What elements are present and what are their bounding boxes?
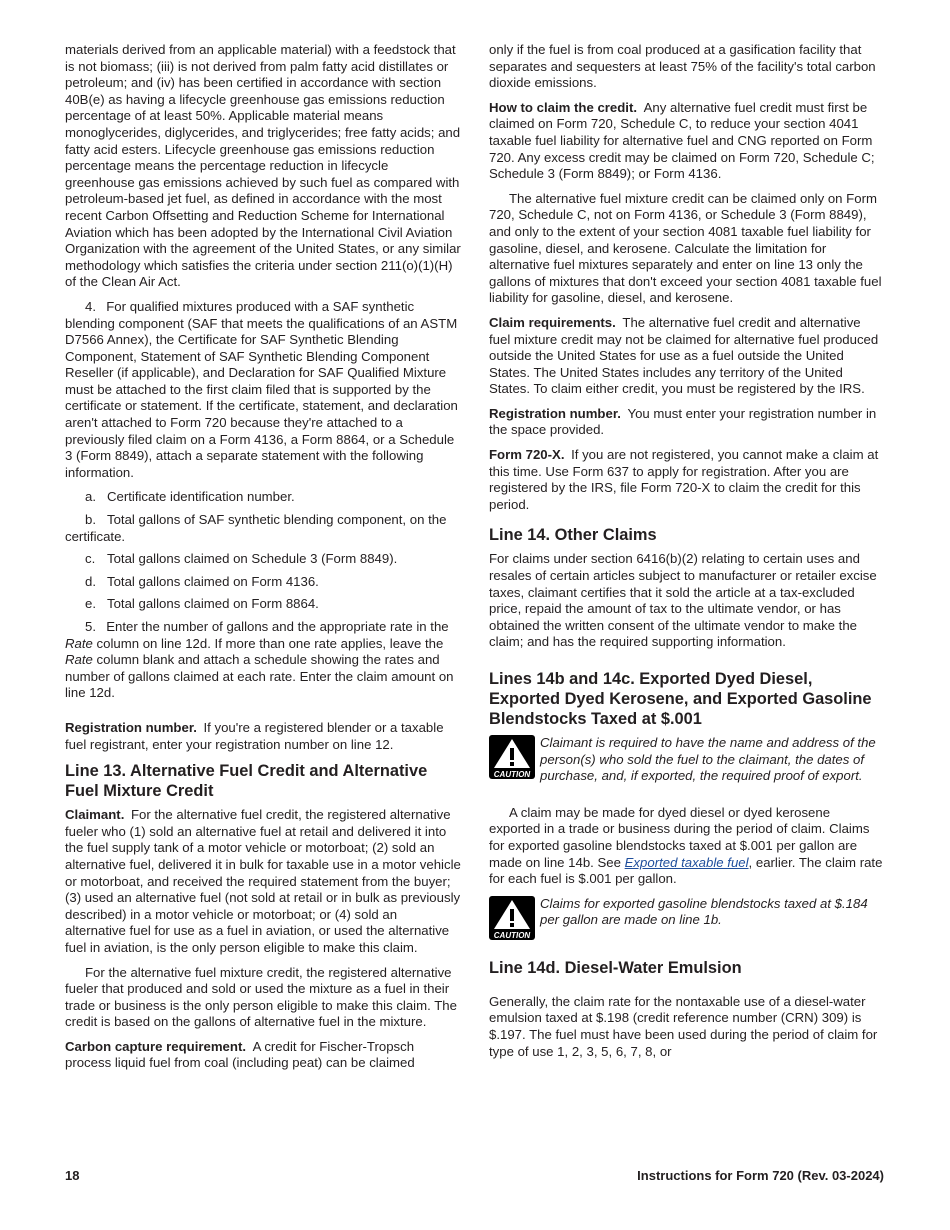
claim-requirements-paragraph: Claim requirements. The alternative fuel credit and alternative fuel mixture credit may not be claimed for alternative fuel produced outside the United States for use as a fuel outside the United States. The United States includes any territory of the United States. To claim either credit, you must be registered by the IRS. — [489, 314, 879, 397]
how-to-claim-paragraph: How to claim the credit. Any alternative fuel credit must first be claimed on Form 720, Schedule C, to reduce your section 4041 taxable fuel liability for alternative fuel and CNG reported on Form 720. Any excess credit may be claimed on Form 720, Schedule C; Schedule 3 (Form 8849); or Form 4136. — [489, 99, 875, 182]
line-13-heading: Line 13. Alternative Fuel Credit and Alternative Fuel Mixture Credit — [65, 762, 428, 801]
line-14d-paragraph: Generally, the claim rate for the nontaxable use of a diesel-water emulsion taxed at $.198 (credit reference number (CRN) 309) is $.197. The fuel must have been used during the period of claim for type of use 1, 2, 3, 5, 6, 7, 8, or — [489, 993, 878, 1059]
line-14-heading: Line 14. Other Claims — [489, 526, 657, 545]
registration-number-paragraph: Registration number. If you're a registered blender or a taxable fuel registrant, enter your registration number on line 12. — [65, 719, 444, 752]
mixture-credit-claim-paragraph: The alternative fuel mixture credit can be claimed only on Form 720, Schedule C, not on Form 4136, or Schedule 3 (Form 8849), and only to the extent of your section 4081 taxable fuel liability for gasoline, diesel, and kerosene. Calculate the limitation for alternative fuel mixtures separately and enter on line 13 only the gallons of mixtures that don't exceed your section 4081 taxable fuel liability for gasoline, diesel, and kerosene. — [489, 190, 882, 306]
caution-icon — [489, 735, 535, 779]
item-4-paragraph: 4. For qualified mixtures produced with a SAF synthetic blending component (SAF that meets the qualifications of an ASTM D7566 Annex), the Certificate for SAF Synthetic Blending Component, Statement of SAF Synthetic Blending Component Reseller (if applicable), and Declaration for SAF Qualified Mixture must be attached to the first claim filed that is supported by the certificate or statement. If the certificate, statement, and declaration aren't attached to Form 720 because they're attached to a previously filed claim on a Form 4136, a Form 8864, or a Schedule 3 (Form 8849), attach a separate statement with the following information. — [65, 298, 458, 480]
sublist-item-d: d. Total gallons claimed on Form 4136. — [85, 573, 319, 589]
caution-icon — [489, 896, 535, 940]
claimant-paragraph: Claimant. For the alternative fuel credit, the registered alternative fueler who (1) sold an alternative fuel at retail and delivered it into the fuel supply tank of a motor vehicle or motorboat; (2) sold an alternative fuel, delivered it in bulk for taxable use in a motor vehicle or motorboat, and received the required statement from the buyer; (3) used an alternative fuel (not sold at retail or in bulk as previously described) in a motor vehicle or motorboat; or (4) sold an alternative fuel for use as a fuel in aviation, or used the alternative fuel in aviation, is the only person eligible to make this claim. — [65, 807, 461, 955]
caution-note-2: CAUTION Claims for exported gasoline blendstocks taxed at $.184 per gallon are made on line 1b. — [489, 896, 885, 940]
line-14d-heading: Line 14d. Diesel-Water Emulsion — [489, 958, 742, 977]
sublist-item-b: b. Total gallons of SAF synthetic blending component, on the certificate. — [65, 512, 447, 544]
footer-title: Instructions for Form 720 (Rev. 03-2024) — [637, 1168, 884, 1183]
caution-note-1: CAUTION Claimant is required to have the name and address of the person(s) who sold the fuel to the claimant, the dates of purchase, and, if exported, the required proof of export. — [489, 735, 885, 785]
page-number: 18 — [65, 1168, 80, 1183]
gasification-paragraph: only if the fuel is from coal produced at a gasification facility that separates and sequesters at least 75% of the facility's total carbon dioxide emissions. — [489, 42, 876, 91]
sublist-item-a: a. Certificate identification number. — [85, 489, 295, 505]
sublist-item-c: c. Total gallons claimed on Schedule 3 (Form 8849). — [85, 551, 398, 567]
saf-definition-paragraph: materials derived from an applicable material) with a feedstock that is not biomass; (iii) is not derived from palm fatty acid distillates or petroleum; and (iv) has been certified in accordance with section 40B(e) as having a lifecycle greenhouse gas emissions reduction percentage of at least 50%. Applicable material means monoglycerides, diglycerides, and triglycerides; free fatty acids; and fatty acid esters. Lifecycle greenhouse gas emissions reduction percentage means the percentage reduction in lifecycle greenhouse gas emissions achieved by such fuel as compared with petroleum-based jet fuel, as defined in accordance with the most recent Carbon Offsetting and Reduction Scheme for International Aviation which has been adopted by the International Civil Aviation Organization with the agreement of the United States, or any similar methodology which satisfies the criteria under section 211(o)(1)(H) of the Clean Air Act. — [65, 42, 461, 290]
right-column — [489, 42, 885, 1068]
item-5-paragraph: 5. Enter the number of gallons and the appropriate rate in the Rate column on line 12d. If more than one rate applies, leave the Rate column blank and attach a schedule showing the rates and number of gallons claimed at each rate. Enter the claim amount on line 12d. — [65, 619, 454, 701]
line-14bc-heading: Lines 14b and 14c. Exported Dyed Diesel, Exported Dyed Kerosene, and Exported Gasoline Blendstocks Taxed at $.001 — [489, 670, 872, 728]
sublist-item-e: e. Total gallons claimed on Form 8864. — [85, 596, 319, 612]
svg-text:CAUTION: CAUTION — [493, 930, 531, 940]
form-720x-paragraph: Form 720-X. If you are not registered, you cannot make a claim at this time. Use Form 637 to apply for registration. After you are registered by the IRS, file Form 720-X to claim the credit for this period. — [489, 447, 879, 512]
left-column — [65, 42, 461, 1080]
svg-text:CAUTION: CAUTION — [493, 770, 531, 779]
mixture-credit-paragraph: For the alternative fuel mixture credit, the registered alternative fueler that produced and sold or used the mixture as a fuel in their trade or business is the only person eligible to make this claim. The credit is based on the gallons of alternative fuel in the mixture. — [65, 964, 457, 1030]
carbon-capture-paragraph: Carbon capture requirement. A credit for Fischer-Tropsch process liquid fuel from coal (including peat) can be claimed — [65, 1038, 415, 1071]
registration-number-paragraph-right: Registration number. You must enter your registration number in the space provided. — [489, 405, 877, 438]
dyed-fuel-claim-paragraph: A claim may be made for dyed diesel or dyed kerosene exported in a trade or business during the period of claim. Claims for exported gasoline blendstocks taxed at $.001 per gallon are made on line 14b. See Exported taxable fuel, earlier. The claim rate for each fuel is $.001 per gallon. — [489, 804, 883, 887]
exported-taxable-fuel-link[interactable]: Exported taxable fuel — [624, 854, 749, 870]
line-14-paragraph: For claims under section 6416(b)(2) relating to certain uses and resales of certain articles subject to manufacturer or retailer excise taxes, claimant certifies that it sold the article at a tax-excluded price, repaid the amount of tax to the ultimate vendor, or has obtained the written consent of the ultimate vendor to make the claim; and has the required supporting information. — [489, 551, 877, 650]
